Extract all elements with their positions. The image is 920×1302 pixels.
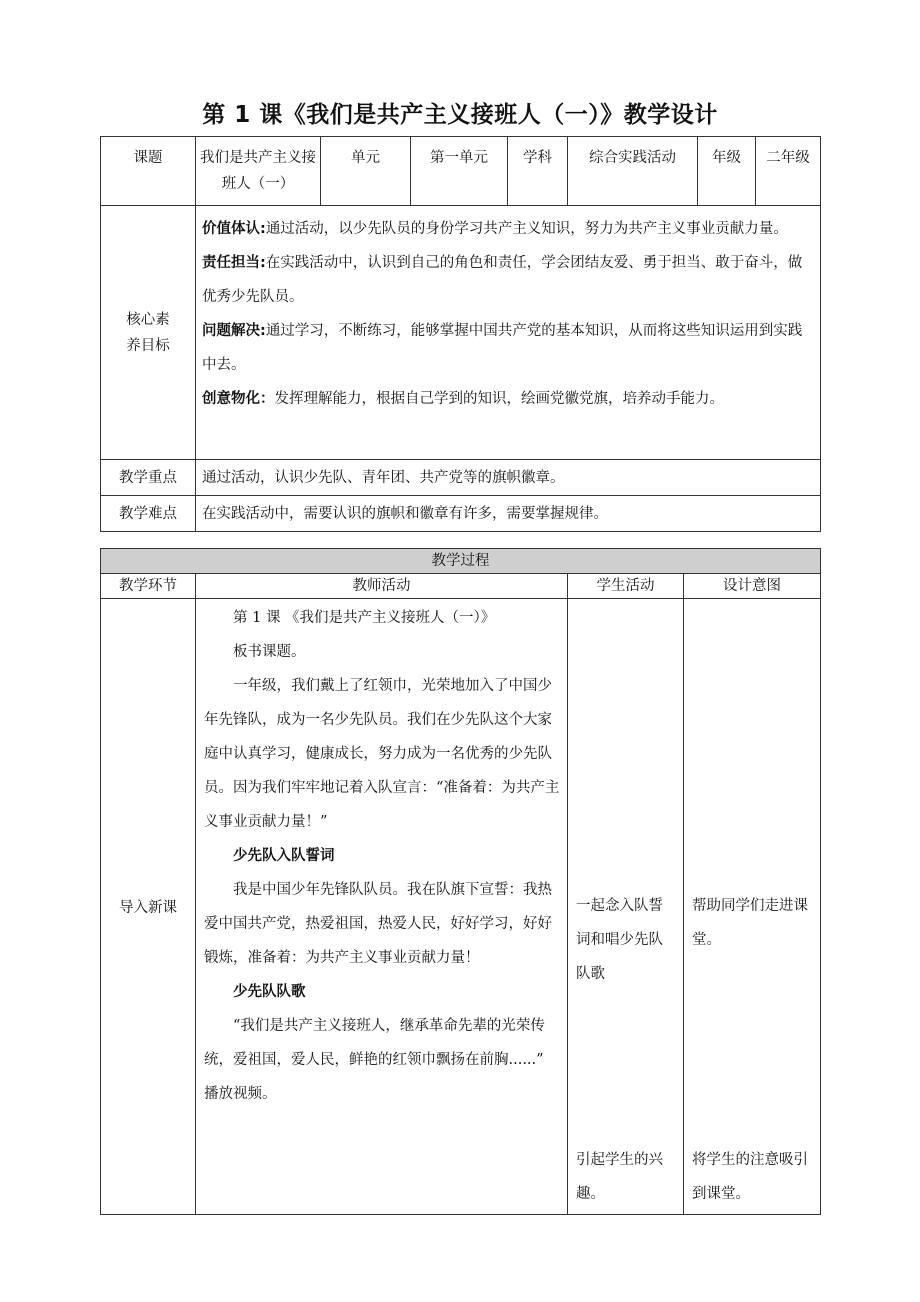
goal-name: 责任担当: — [202, 255, 266, 271]
goal-item — [202, 314, 814, 382]
column-header-teacher: 教师活动 — [196, 574, 568, 599]
key-point-label: 教学重点 — [101, 460, 196, 496]
goal-text: 在实践活动中，认识到自己的角色和责任，学会团结友爱、勇于担当、敢于奋斗，做优秀少先队员。 — [202, 255, 803, 305]
topic-value: 我们是共产主义接班人（一） — [196, 137, 321, 206]
teacher-paragraph: 一年级，我们戴上了红领巾，光荣地加入了中国少年先锋队，成为一名少先队员。我们在少先队这个大家庭中认真学习，健康成长，努力成为一名优秀的少先队员。因为我们牢牢地记着入队宣言：“准备着：为共产主义事业贡献力量！” — [204, 678, 560, 830]
topic-label: 课题 — [101, 137, 196, 206]
anthem-lyrics: “我们是共产主义接班人，继承革命先辈的光荣传统，爱祖国，爱人民，鲜艳的红领巾飘扬在前胸......” — [204, 1018, 545, 1068]
stage-name: 导入新课 — [101, 599, 196, 1215]
anthem-heading: 少先队队歌 — [233, 984, 306, 1000]
teacher-activity — [196, 599, 568, 1215]
goal-item — [202, 246, 814, 314]
difficulty-row — [101, 496, 821, 532]
oath-text: 我是中国少年先锋队队员。我在队旗下宣誓：我热爱中国共产党，热爱祖国，热爱人民，好好学习，好好锻炼，准备着：为共产主义事业贡献力量！ — [204, 882, 552, 966]
goal-text: 发挥理解能力，根据自己学到的知识，绘画党徽党旗，培养动手能力。 — [274, 391, 724, 407]
goal-name: 问题解决: — [202, 323, 266, 339]
goal-text: 通过活动，以少先队员的身份学习共产主义知识，努力为共产主义事业贡献力量。 — [265, 221, 788, 237]
design-intent-text: 帮助同学们走进课堂。 — [692, 898, 808, 948]
goal-item — [202, 212, 814, 246]
process-columns-row — [101, 574, 821, 599]
oath-heading: 少先队入队誓词 — [233, 848, 335, 864]
process-table — [100, 548, 821, 1215]
goal-name: 创意物化： — [202, 391, 275, 407]
teacher-paragraph: 板书课题。 — [233, 644, 306, 660]
teacher-paragraph: 播放视频。 — [204, 1086, 277, 1102]
goal-item — [202, 382, 814, 416]
teacher-lesson-title: 第 1 课 《我们是共产主义接班人（一）》 — [233, 610, 496, 626]
goal-name: 价值体认: — [202, 221, 266, 237]
goals-label: 核心素养目标 — [101, 206, 196, 460]
process-header: 教学过程 — [101, 549, 821, 574]
grade-label: 年级 — [698, 137, 756, 206]
subject-label: 学科 — [508, 137, 568, 206]
difficulty-text: 在实践活动中，需要认识的旗帜和徽章有许多，需要掌握规律。 — [196, 496, 821, 532]
design-intent-text: 将学生的注意吸引到课堂。 — [692, 1152, 808, 1202]
column-header-student: 学生活动 — [568, 574, 684, 599]
process-header-row — [101, 549, 821, 574]
difficulty-label: 教学难点 — [101, 496, 196, 532]
goals-content — [196, 206, 821, 460]
lesson-info-table — [100, 136, 821, 532]
student-activity-text: 一起念入队誓词和唱少先队队歌 — [576, 898, 663, 982]
info-row — [101, 137, 821, 206]
process-row — [101, 599, 821, 1215]
grade-value: 二年级 — [756, 137, 821, 206]
student-activity-text: 引起学生的兴趣。 — [576, 1152, 663, 1202]
key-point-row — [101, 460, 821, 496]
page-title: 第 1 课《我们是共产主义接班人（一）》教学设计 — [202, 102, 718, 128]
goals-row — [101, 206, 821, 460]
subject-value: 综合实践活动 — [568, 137, 698, 206]
column-header-intent: 设计意图 — [684, 574, 821, 599]
goal-text: 通过学习，不断练习，能够掌握中国共产党的基本知识，从而将这些知识运用到实践中去。 — [202, 323, 803, 373]
student-activity — [568, 599, 684, 1215]
design-intent — [684, 599, 821, 1215]
unit-label: 单元 — [321, 137, 411, 206]
column-header-stage: 教学环节 — [101, 574, 196, 599]
key-point-text: 通过活动，认识少先队、青年团、共产党等的旗帜徽章。 — [196, 460, 821, 496]
unit-value: 第一单元 — [411, 137, 508, 206]
